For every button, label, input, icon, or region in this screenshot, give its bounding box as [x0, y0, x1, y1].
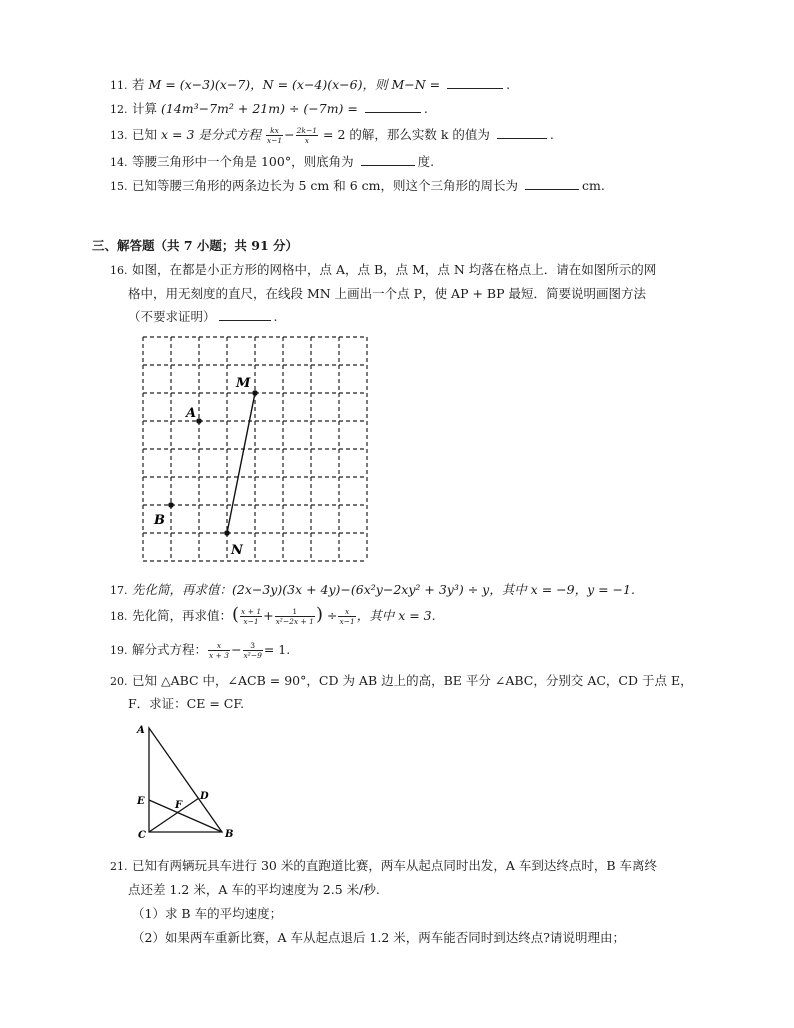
label-c: C: [138, 830, 146, 841]
question-21: [110, 858, 657, 875]
denominator: x²−9: [243, 651, 262, 660]
segment-mn: [227, 393, 255, 533]
triangle-figure: [130, 720, 240, 842]
denominator: x−1: [266, 136, 283, 145]
question-number: 19.: [110, 644, 128, 657]
question-end: .: [506, 77, 511, 92]
minus-sign: −: [231, 642, 242, 657]
question-18: [110, 604, 436, 626]
numerator: x: [338, 607, 355, 617]
label-d: D: [200, 791, 209, 802]
question-21-line-2: 点还差 1.2 米，A 车的平均速度为 2.5 米/秒.: [128, 882, 380, 897]
question-text: 已知: [131, 127, 157, 142]
denominator: x: [304, 136, 309, 145]
paren-close: ): [315, 604, 323, 625]
label-b: B: [225, 829, 234, 840]
denominator: x + 3: [209, 651, 230, 660]
question-number: 11.: [110, 79, 128, 92]
question-17: [110, 582, 635, 599]
question-16-line-3: [128, 308, 278, 325]
question-text: = 1.: [263, 642, 291, 657]
grid-figure: [138, 332, 374, 572]
fraction: [243, 641, 263, 660]
question-number: 18.: [110, 610, 128, 623]
numerator: x: [208, 641, 230, 651]
fraction: [338, 607, 355, 626]
plus-sign: +: [263, 608, 274, 623]
question-number: 17.: [110, 584, 128, 597]
question-number: 20.: [110, 675, 128, 688]
question-end: cm.: [581, 178, 605, 193]
question-text: 已知等腰三角形的两条边长为: [131, 178, 295, 193]
numerator: 3: [243, 641, 263, 651]
question-text: 等腰三角形中一个角是: [131, 154, 257, 169]
question-expression: M = (x−3)(x−7)，N = (x−4)(x−6)，则 M−N =: [148, 77, 441, 92]
question-number: 15.: [110, 180, 128, 193]
question-number: 12.: [110, 103, 128, 116]
fraction: [266, 126, 283, 145]
question-end: .: [549, 127, 554, 142]
question-14: [110, 153, 434, 171]
label-b: B: [154, 513, 165, 528]
fraction: [275, 607, 315, 626]
question-expression: = 2 的解，那么实数 k 的值为: [323, 127, 490, 142]
question-end: 度.: [417, 154, 435, 169]
section-title: 三、解答题（共 7 小题；共 91 分）: [92, 238, 299, 253]
question-text: 若: [131, 77, 145, 92]
denominator: x−1: [339, 617, 355, 626]
question-number: 14.: [110, 156, 128, 169]
question-20: [110, 673, 693, 690]
denominator: x−1: [243, 617, 259, 626]
point-b: [168, 502, 174, 508]
question-number: 13.: [110, 129, 128, 142]
question-number: 21.: [110, 860, 128, 873]
question-21-sub-1: （1）求 B 车的平均速度；: [132, 906, 283, 921]
label-m: M: [236, 376, 251, 391]
question-text: （不要求证明）: [128, 309, 216, 324]
question-text: 已知 △ABC 中，∠ACB = 90°，CD 为 AB 边上的高，BE 平分 ∠ABC，分别交 AC，CD 于点 E，: [131, 673, 693, 688]
label-n: N: [231, 543, 243, 558]
question-end: .: [423, 101, 428, 116]
question-text: ，其中 x = 3.: [356, 608, 436, 623]
point-a: [196, 418, 202, 424]
divide-sign: ÷: [326, 608, 338, 623]
question-text: 计算: [131, 101, 157, 116]
point-m: [252, 390, 258, 396]
fraction: [296, 126, 318, 145]
answer-blank[interactable]: [497, 126, 547, 139]
question-expression: (14m³−7m² + 21m) ÷ (−7m) =: [160, 101, 358, 116]
fraction: [240, 607, 262, 626]
label-f: F: [175, 800, 183, 811]
question-21-sub-2: （2）如果两车重新比赛，A 车从起点退后 1.2 米，两车能否同时到达终点?请说明理由；: [132, 930, 625, 945]
question-text: 先化简，再求值：: [131, 608, 232, 623]
question-19: [110, 641, 290, 660]
question-text: 先化简，再求值：(2x−3y)(3x + 4y)−(6x²y−2xy² + 3y³) ÷ y，其中 x = −9，y = −1.: [131, 582, 635, 597]
label-e: E: [137, 796, 145, 807]
numerator: 2k−1: [296, 126, 318, 135]
answer-blank[interactable]: [447, 76, 503, 89]
question-end: .: [273, 309, 278, 324]
answer-blank[interactable]: [525, 177, 579, 190]
answer-blank[interactable]: [361, 153, 415, 166]
question-13: [110, 126, 554, 145]
question-16-line-2: 格中，用无刻度的直尺，在线段 MN 上画出一个点 P，使 AP + BP 最短．简要说明画图方法: [128, 286, 646, 301]
grid-lines: [143, 337, 367, 561]
question-16: [110, 262, 656, 279]
question-number: 16.: [110, 264, 128, 277]
fraction: [208, 641, 230, 660]
numerator: 1: [275, 607, 315, 617]
denominator: x²−2x + 1: [275, 617, 314, 626]
question-11: [110, 76, 510, 94]
question-20-line-2: F．求证：CE = CF.: [128, 696, 245, 711]
paren-open: (: [232, 604, 240, 625]
label-a: A: [137, 725, 145, 736]
label-a: A: [186, 406, 197, 421]
question-text: 如图，在都是小正方形的网格中，点 A，点 B，点 M，点 N 均落在格点上．请在如图所示的网: [131, 262, 657, 277]
question-text: 已知有两辆玩具车进行 30 米的直跑道比赛，两车从起点同时出发，A 车到达终点时，B 车离终: [131, 858, 657, 873]
question-text: 解分式方程：: [131, 642, 207, 657]
question-15: [110, 177, 605, 195]
question-expression: 5 cm 和 6 cm，则这个三角形的周长为: [298, 178, 518, 193]
answer-blank[interactable]: [219, 308, 271, 321]
numerator: kx: [266, 126, 283, 136]
answer-blank[interactable]: [365, 100, 421, 113]
question-expression: x = 3 是分式方程: [160, 127, 261, 142]
minus-sign: −: [284, 127, 295, 142]
point-n: [224, 530, 230, 536]
question-expression: 100°，则底角为: [260, 154, 354, 169]
numerator: x + 1: [241, 607, 262, 616]
question-12: [110, 100, 428, 118]
